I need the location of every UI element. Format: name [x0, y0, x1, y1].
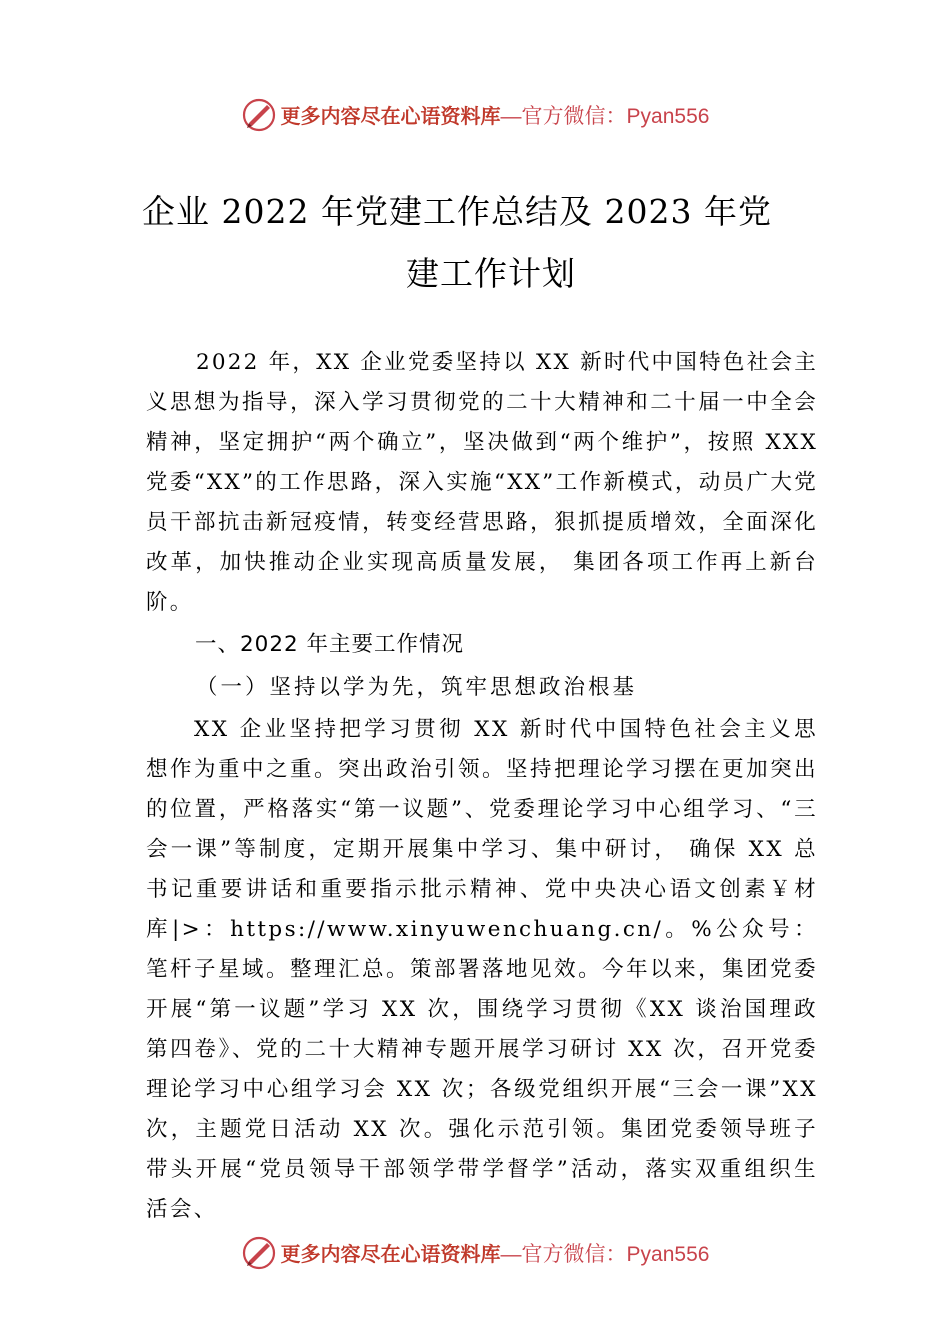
- header-watermark-banner: [0, 95, 950, 135]
- document-title-line1: 企业 2022 年党建工作总结及 2023 年党: [142, 192, 772, 231]
- footer-watermark-banner: [0, 1233, 950, 1273]
- subsection-heading: （一）坚持以学为先，筑牢思想政治根基: [196, 675, 638, 700]
- banner-wechat-text: —官方微信：Pyan556: [500, 1243, 710, 1266]
- pen-logo-icon: [241, 1235, 277, 1271]
- document-title-line2: 建工作计划: [406, 254, 576, 293]
- section-heading: 一、2022 年主要工作情况: [195, 632, 465, 657]
- intro-paragraph: 2022 年，XX 企业党委坚持以 XX 新时代中国特色社会主义思想为指导，深入学习贯彻党的二十大精神和二十届一中全会精神，坚定拥护“两个确立”，坚决做到“两个维护”，按照 XXX 党委“XX”的工作思路，深入实施“XX”工作新模式，动员广大党员干部抗击新冠疫情，转变经营思路，狠抓提质增效，全面深化改革，加快推动企业实现高质量发展， 集团各项工作再上新台阶。: [146, 350, 818, 615]
- banner-text: [281, 1238, 710, 1268]
- banner-wechat-text: —官方微信：Pyan556: [500, 105, 710, 128]
- banner-text: [281, 100, 710, 130]
- banner-library-text: 更多内容尽在心语资料库: [280, 1242, 501, 1266]
- body-paragraph: XX 企业坚持把学习贯彻 XX 新时代中国特色社会主义思想作为重中之重。突出政治引领。坚持把理论学习摆在更加突出的位置，严格落实“第一议题”、党委理论学习中心组学习、“三会一课”等制度，定期开展集中学习、集中研讨， 确保 XX 总书记重要讲话和重要指示批示精神、党中央决心语文创素￥材库|>：https://www.xinyuwenchuang.cn/。%公众号：笔杆子星域。整理汇总。策部署落地见效。今年以来，集团党委开展“第一议题”学习 XX 次，围绕学习贯彻《XX 谈治国理政第四卷》、党的二十大精神专题开展学习研讨 XX 次，召开党委理论学习中心组学习会 XX 次；各级党组织开展“三会一课”XX 次，主题党日活动 XX 次。强化示范引领。集团党委领导班子带头开展“党员领导干部领学带学督学”活动，落实双重组织生活会、: [146, 717, 818, 1222]
- banner-library-text: 更多内容尽在心语资料库: [280, 104, 501, 128]
- pen-logo-icon: [241, 97, 277, 133]
